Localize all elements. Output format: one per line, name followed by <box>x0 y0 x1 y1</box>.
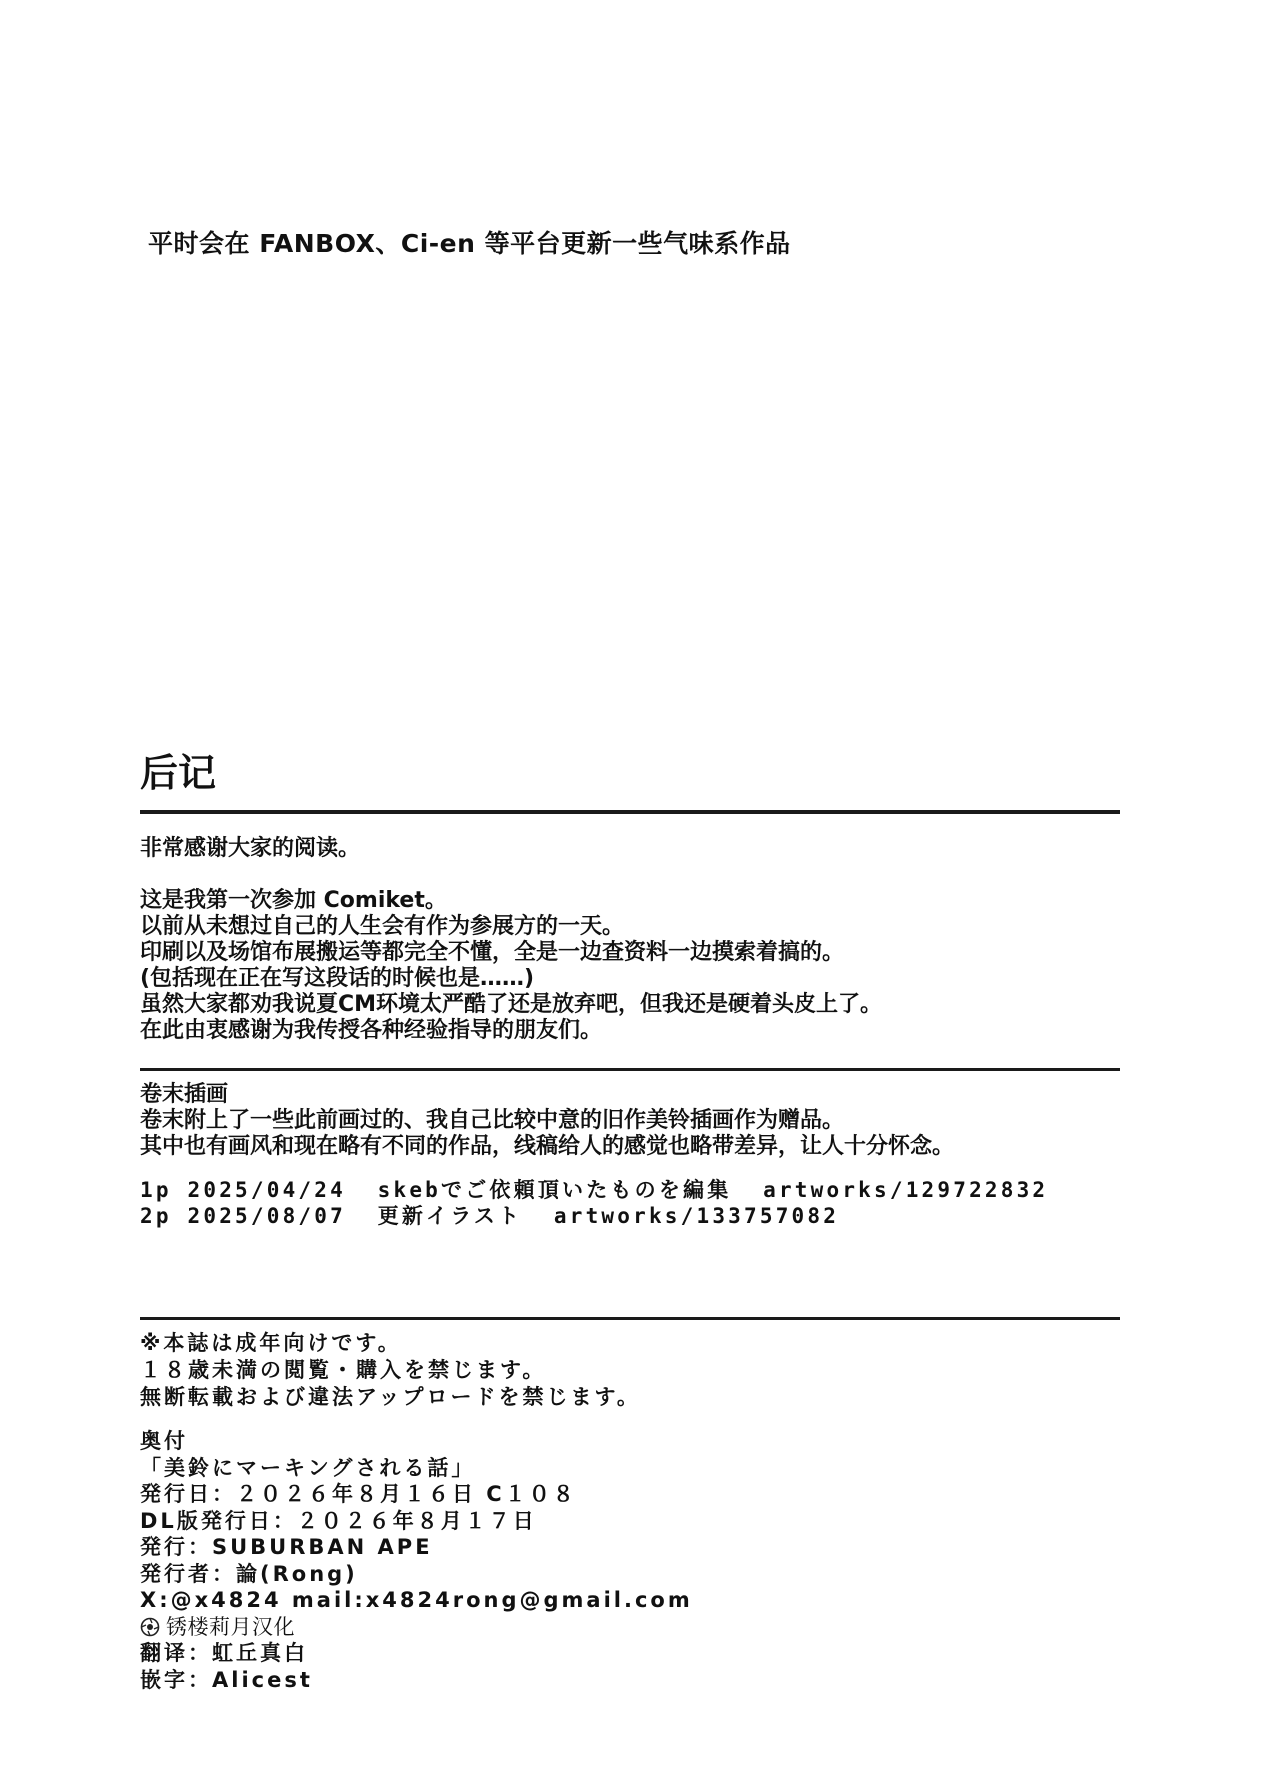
scanlation-group-logo-icon <box>140 1617 160 1637</box>
notice-divider <box>140 1317 1120 1320</box>
illustration-entry: 1p 2025/04/24 skebでご依頼頂いたものを編集 artworks/129722832 <box>140 1178 1049 1202</box>
translation-group <box>140 1614 693 1641</box>
notice-line: 無断転載および違法アップロードを禁じます。 <box>140 1385 641 1409</box>
afterword-divider <box>140 810 1120 814</box>
work-title: 「美鈴にマーキングされる話」 <box>140 1455 476 1480</box>
dl-date: DL版発行日：２０２６年８月１７日 <box>140 1508 537 1533</box>
illustrations-section <box>140 1082 954 1160</box>
afterword-line: 虽然大家都劝我说夏CM环境太严酷了还是放弃吧，但我还是硬着头皮上了。 <box>140 992 883 1017</box>
illustrations-line: 其中也有画风和现在略有不同的作品，线稿给人的感觉也略带差异，让人十分怀念。 <box>140 1134 955 1159</box>
colophon <box>140 1428 693 1693</box>
illustrations-line: 卷末附上了一些此前画过的、我自己比较中意的旧作美铃插画作为赠品。 <box>140 1108 845 1133</box>
afterword-line: (包括现在正在写这段话的时候也是……) <box>140 966 535 991</box>
contact: X:@x4824 mail:x4824rong@gmail.com <box>140 1588 693 1612</box>
publish-date: 発行日：２０２６年８月１６日 C１０８ <box>140 1482 577 1506</box>
afterword-title: 后记 <box>140 751 217 795</box>
top-note: 平时会在 FANBOX、Ci-en 等平台更新一些气味系作品 <box>148 229 791 258</box>
author: 発行者：論(Rong) <box>140 1561 358 1586</box>
illustrations-title: 卷末插画 <box>140 1082 229 1107</box>
adult-notice <box>140 1330 641 1411</box>
publisher: 発行：SUBURBAN APE <box>140 1535 433 1559</box>
notice-line: １８歳未満の閲覧・購入を禁じます。 <box>140 1358 547 1382</box>
typesetter: 嵌字：Alicest <box>140 1667 313 1692</box>
illustrations-divider <box>140 1068 1120 1071</box>
afterword-line: 这是我第一次参加 Comiket。 <box>140 888 447 913</box>
afterword-thanks: 非常感谢大家的阅读。 <box>140 836 361 861</box>
colophon-title: 奥付 <box>140 1429 188 1453</box>
afterword-paragraph <box>140 888 882 1044</box>
afterword-line: 在此由衷感谢为我传授各种经验指导的朋友们。 <box>140 1018 603 1043</box>
translation-group-name: 锈楼莉月汉化 <box>166 1614 295 1639</box>
afterword-line: 以前从未想过自己的人生会有作为参展方的一天。 <box>140 914 625 939</box>
notice-line: ※本誌は成年向けです。 <box>140 1331 402 1355</box>
translator: 翻译：虹丘真白 <box>140 1641 308 1665</box>
illustration-entries <box>140 1177 1048 1229</box>
illustration-entry: 2p 2025/08/07 更新イラスト artworks/133757082 <box>140 1204 840 1228</box>
afterword-line: 印刷以及场馆布展搬运等都完全不懂，全是一边查资料一边摸索着搞的。 <box>140 940 845 965</box>
